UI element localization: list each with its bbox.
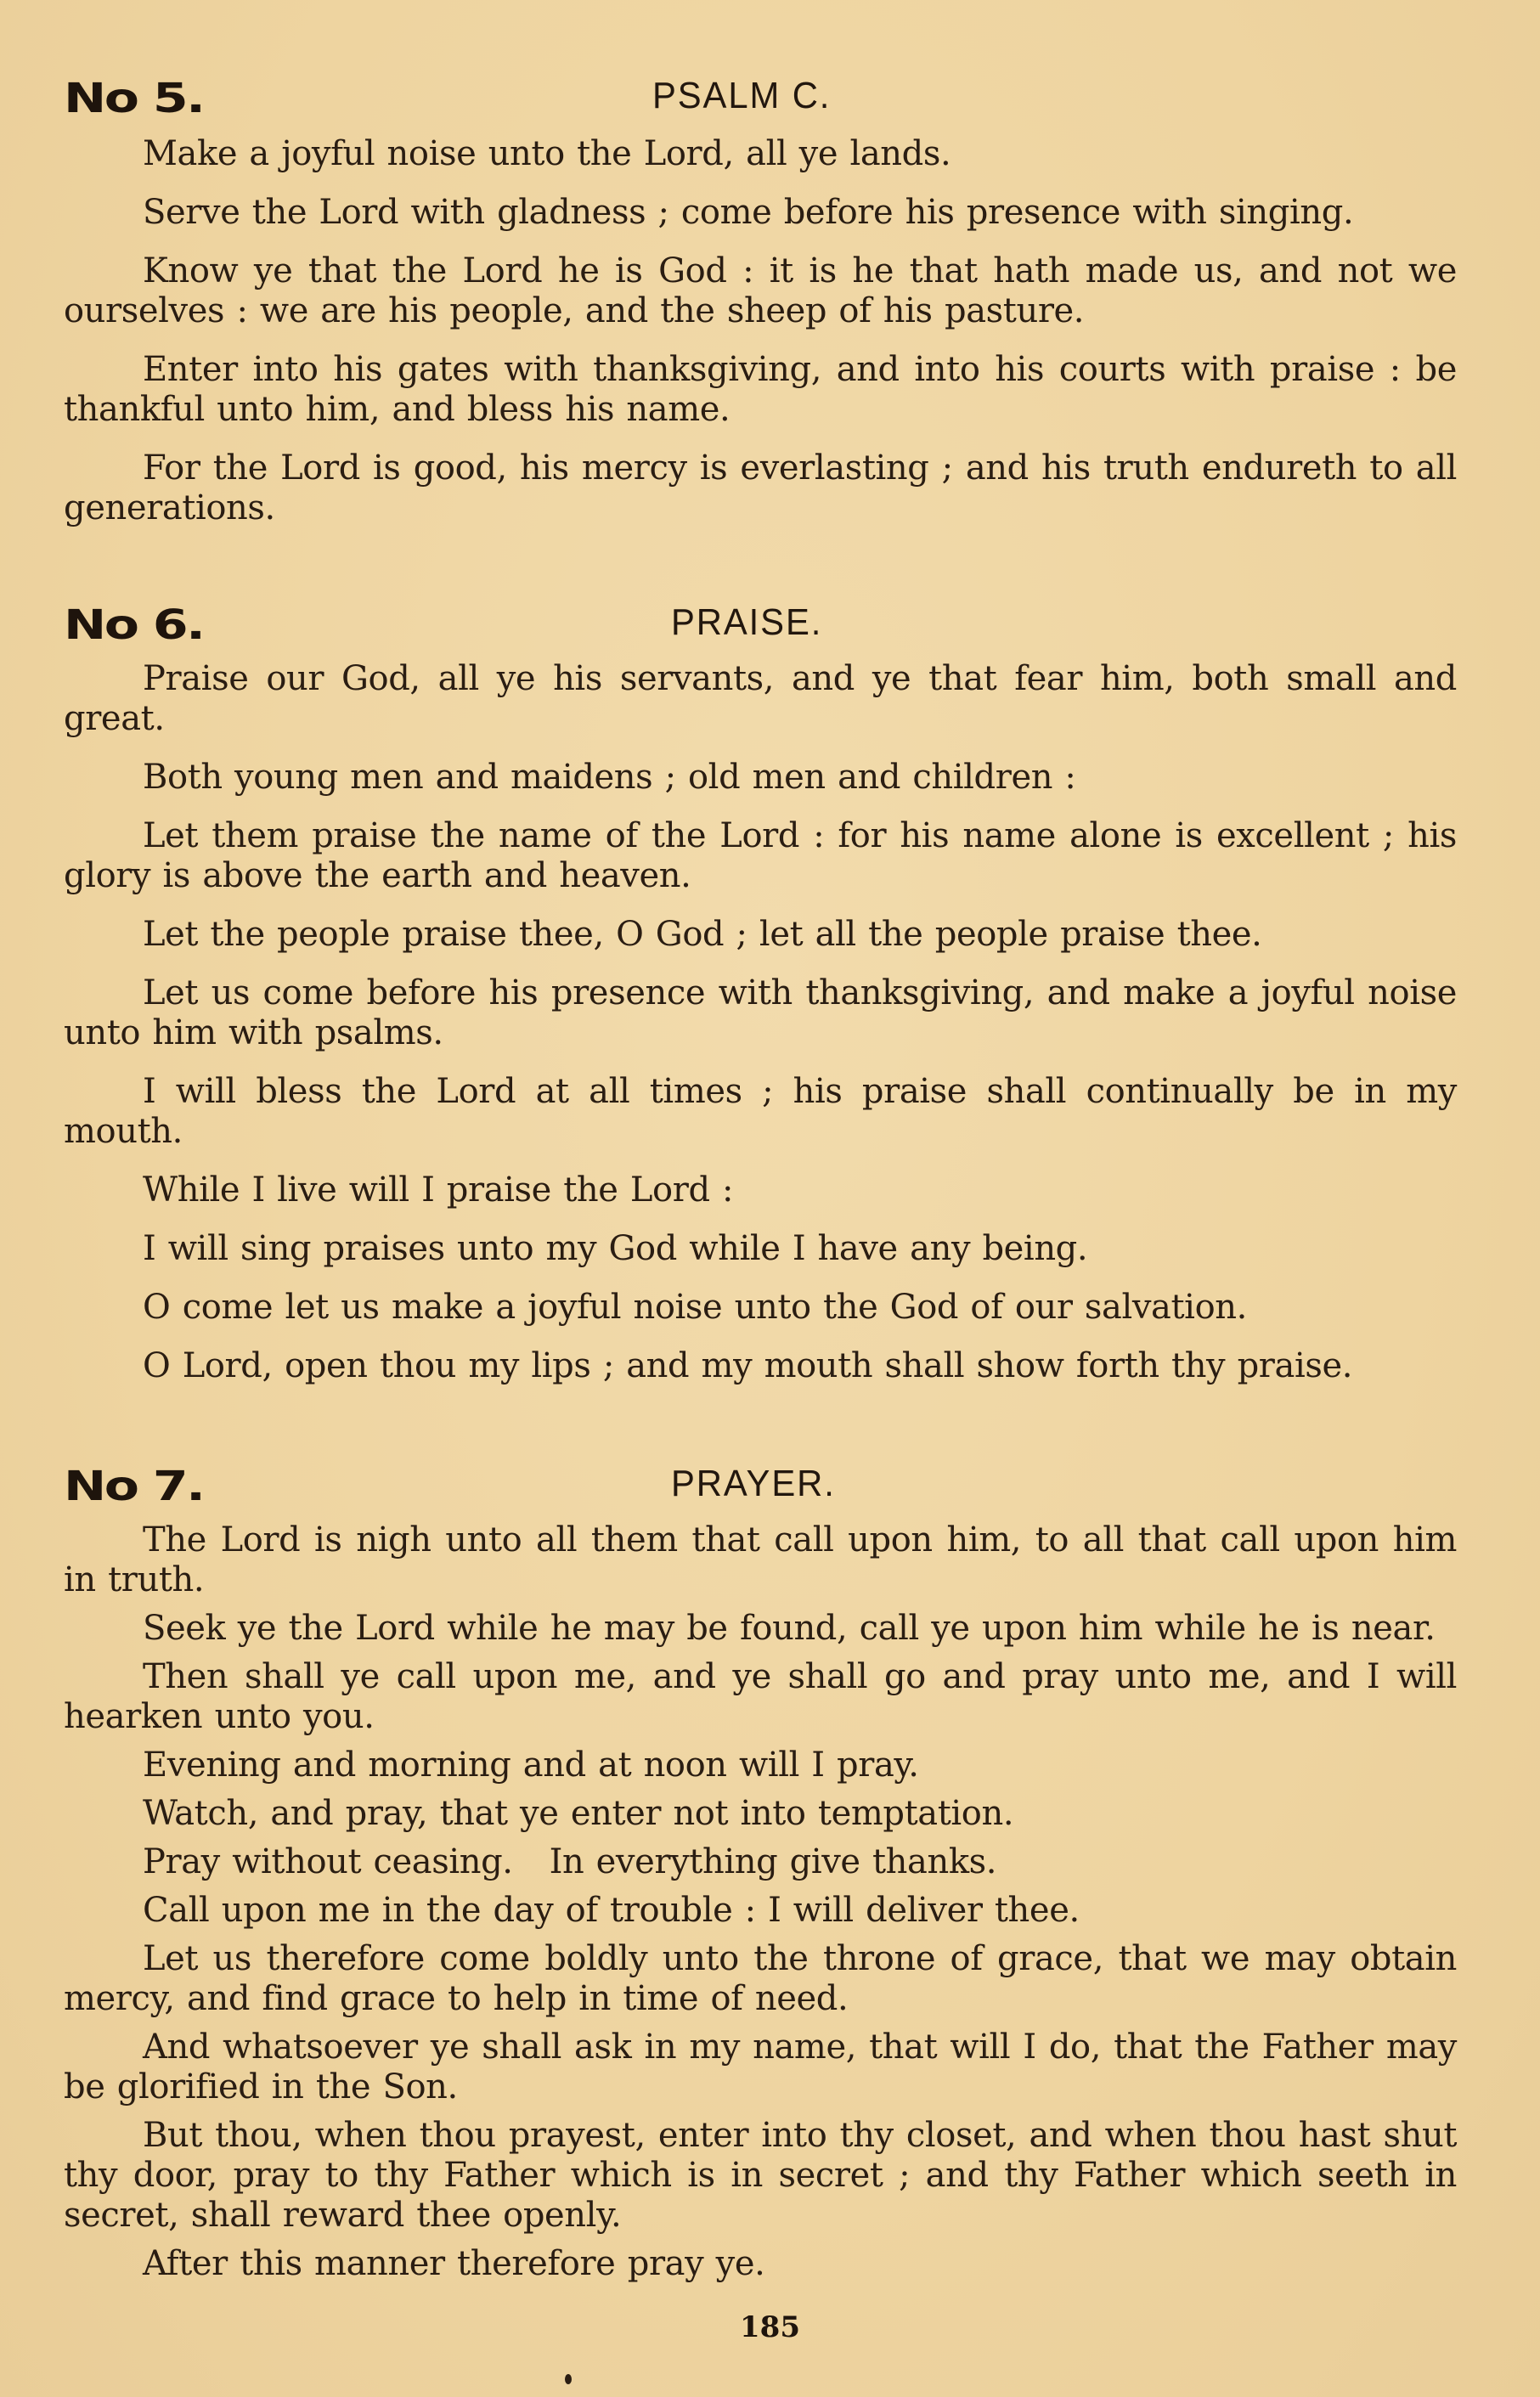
verse: Enter into his gates with thanksgiving, and into his courts with praise : be thankful unto him, and bless his name. [64,350,1457,429]
section-title: PSALM C. [652,75,832,116]
page-number: 185 [740,2310,800,2344]
section-prayer [64,1463,1457,2293]
verse: Call upon me in the day of trouble : I will deliver thee. [143,1891,1080,1930]
section-number: No 7. [64,1463,204,1510]
verse: O Lord, open thou my lips ; and my mouth shall show forth thy praise. [143,1346,1353,1385]
section-title: PRAYER. [671,1463,836,1504]
verse: Let the people praise thee, O God ; let all the people praise thee. [143,915,1262,954]
section-praise [64,601,1457,1405]
verse: I will sing praises unto my God while I have any being. [143,1229,1088,1268]
verse: And whatsoever ye shall ask in my name, that will I do, that the Father may be glorified in the Son. [64,2028,1457,2107]
verse: O come let us make a joyful noise unto the God of our salvation. [143,1288,1247,1327]
verse: Make a joyful noise unto the Lord, all ye lands. [143,134,951,173]
verse: Evening and morning and at noon will I pray. [143,1746,919,1785]
verse: Serve the Lord with gladness ; come before his presence with singing. [143,193,1354,232]
verse: Pray without ceasing. In everything give thanks. [143,1842,997,1881]
verse: Seek ye the Lord while he may be found, call ye upon him while he is near. [143,1609,1436,1648]
verse: Watch, and pray, that ye enter not into temptation. [143,1794,1014,1833]
verse: After this manner therefore pray ye. [143,2244,765,2283]
verse: Both young men and maidens ; old men and children : [143,758,1076,797]
verse: Know ye that the Lord he is God : it is he that hath made us, and not we ourselves : we are his people, and the sheep of his pasture. [64,251,1457,330]
section-number: No 5. [64,75,204,122]
section-heading [64,1463,1457,1514]
verse: Let them praise the name of the Lord : for his name alone is excellent ; his glory is above the earth and heaven. [64,816,1457,895]
verse: But thou, when thou prayest, enter into thy closet, and when thou hast shut thy door, pray to thy Father which is in secret ; and thy Father which seeth in secret, shall reward thee openly. [64,2116,1457,2235]
verse: Praise our God, all ye his servants, and ye that fear him, both small and great. [64,659,1457,738]
section-number: No 6. [64,601,204,649]
section-psalm-c [64,75,1457,547]
section-heading [64,601,1457,652]
verse: I will bless the Lord at all times ; his praise shall continually be in my mouth. [64,1072,1457,1151]
verse: While I live will I praise the Lord : [143,1170,734,1210]
ink-blot [565,2374,572,2384]
section-heading [64,75,1457,126]
verse: Then shall ye call upon me, and ye shall go and pray unto me, and I will hearken unto you. [64,1657,1457,1736]
verse: The Lord is nigh unto all them that call upon him, to all that call upon him in truth. [64,1520,1457,1599]
section-title: PRAISE. [671,601,823,643]
verse: Let us therefore come boldly unto the throne of grace, that we may obtain mercy, and find grace to help in time of need. [64,1939,1457,2018]
verse: For the Lord is good, his mercy is everlasting ; and his truth endureth to all generations. [64,448,1457,527]
verse: Let us come before his presence with thanksgiving, and make a joyful noise unto him with psalms. [64,973,1457,1052]
